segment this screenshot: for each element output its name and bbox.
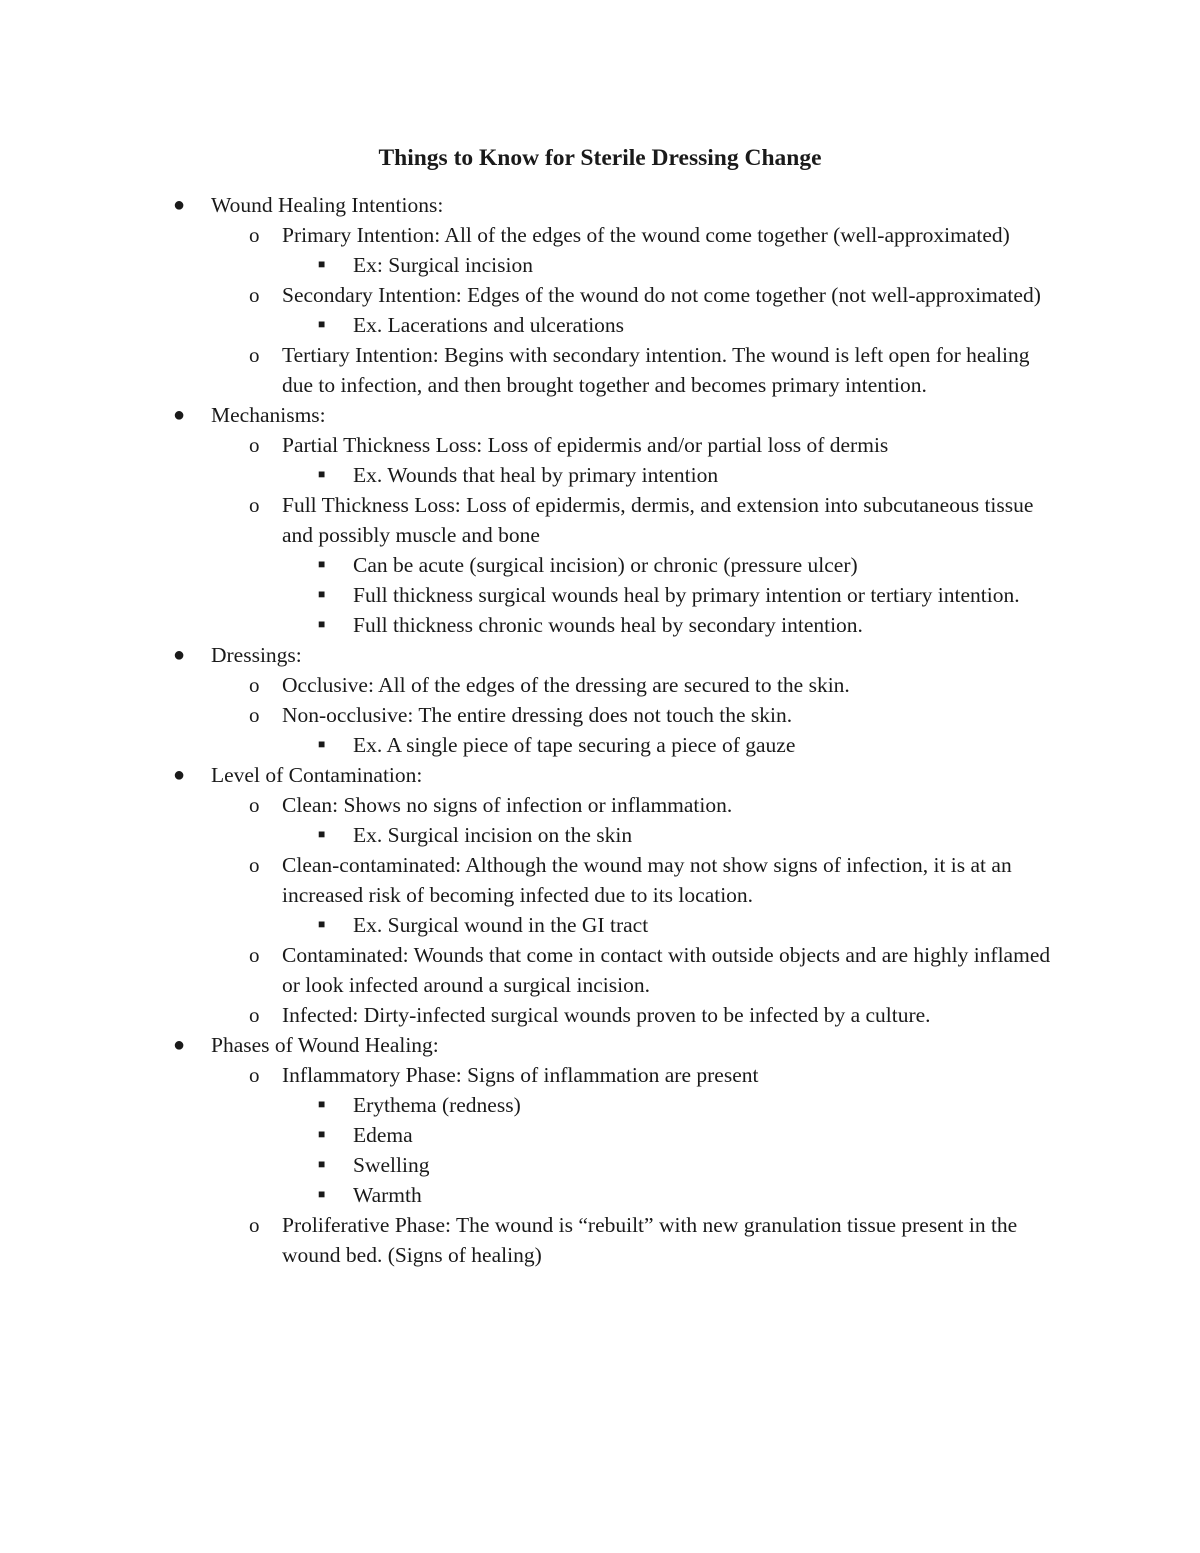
item-text: Ex. A single piece of tape securing a piece of gauze xyxy=(353,733,796,757)
item-text: Infected: Dirty-infected surgical wounds proven to be infected by a culture. xyxy=(282,1003,931,1027)
bullet-marker: o xyxy=(249,343,260,367)
sub-list-item xyxy=(0,910,1053,940)
bullet-marker: o xyxy=(249,493,260,517)
bullet-marker: ■ xyxy=(318,467,326,481)
bullet-marker: o xyxy=(249,703,260,727)
item-text: Clean-contaminated: Although the wound may not show signs of infection, it is at an increased risk of becoming infected due to its location. xyxy=(282,853,1012,907)
item-text: Ex: Surgical incision xyxy=(353,253,533,277)
item-text: Non-occlusive: The entire dressing does not touch the skin. xyxy=(282,703,793,727)
sub-list-item xyxy=(0,310,1053,340)
list-item xyxy=(0,850,1057,910)
section-heading xyxy=(0,1030,1051,1060)
item-text: Contaminated: Wounds that come in contact with outside objects and are highly inflamed or look infected around a surgical incision. xyxy=(282,943,1051,997)
bullet-marker: ● xyxy=(173,194,186,216)
item-text: Phases of Wound Healing: xyxy=(211,1033,439,1057)
bullet-marker: ■ xyxy=(318,557,326,571)
list-item xyxy=(0,1000,1057,1030)
bullet-marker: o xyxy=(249,1063,260,1087)
list-item xyxy=(0,220,1057,250)
sub-list-item xyxy=(0,250,1053,280)
item-text: Partial Thickness Loss: Loss of epidermis and/or partial loss of dermis xyxy=(282,433,889,457)
sub-list-item xyxy=(0,1150,1053,1180)
bullet-marker: o xyxy=(249,853,260,877)
bullet-marker: ■ xyxy=(318,587,326,601)
bullet-marker: o xyxy=(249,433,260,457)
list-item xyxy=(0,340,1057,400)
page-title: Things to Know for Sterile Dressing Change xyxy=(378,145,822,171)
item-text: Ex. Surgical wound in the GI tract xyxy=(353,913,649,937)
sub-list-item xyxy=(0,820,1053,850)
section-heading xyxy=(0,640,1051,670)
item-text: Can be acute (surgical incision) or chronic (pressure ulcer) xyxy=(353,553,858,577)
item-text: Warmth xyxy=(353,1183,422,1207)
list-item xyxy=(0,940,1057,1000)
list-item xyxy=(0,1060,1057,1090)
bullet-marker: ■ xyxy=(318,1097,326,1111)
sub-list-item xyxy=(0,1120,1053,1150)
item-text: Level of Contamination: xyxy=(211,763,423,787)
sub-list-item xyxy=(0,550,1053,580)
item-text: Proliferative Phase: The wound is “rebuilt” with new granulation tissue present in the wound bed. (Signs of healing) xyxy=(282,1213,1018,1267)
item-text: Tertiary Intention: Begins with secondary intention. The wound is left open for healing due to infection, and then brought together and becomes primary intention. xyxy=(282,343,1030,397)
bullet-marker: o xyxy=(249,793,260,817)
bullet-marker: ■ xyxy=(318,917,326,931)
bullet-marker: ● xyxy=(173,404,186,426)
bullet-marker: ● xyxy=(173,1034,186,1056)
bullet-marker: o xyxy=(249,1003,260,1027)
sub-list-item xyxy=(0,610,1053,640)
item-text: Ex. Lacerations and ulcerations xyxy=(353,313,625,337)
item-text: Erythema (redness) xyxy=(353,1093,521,1117)
section-heading xyxy=(0,760,1051,790)
bullet-marker: ■ xyxy=(318,257,326,271)
bullet-marker: o xyxy=(249,1213,260,1237)
list-item xyxy=(0,790,1057,820)
item-text: Occlusive: All of the edges of the dressing are secured to the skin. xyxy=(282,673,850,697)
item-text: Dressings: xyxy=(211,643,302,667)
item-text: Full thickness chronic wounds heal by secondary intention. xyxy=(353,613,863,637)
item-text: Full thickness surgical wounds heal by primary intention or tertiary intention. xyxy=(353,583,1020,607)
list-item xyxy=(0,280,1057,310)
sub-list-item xyxy=(0,580,1053,610)
item-text: Ex. Wounds that heal by primary intention xyxy=(353,463,719,487)
item-text: Edema xyxy=(353,1123,413,1147)
bullet-marker: o xyxy=(249,943,260,967)
list-item xyxy=(0,670,1057,700)
sub-list-item xyxy=(0,1090,1053,1120)
list-item xyxy=(0,490,1057,550)
bullet-marker: ■ xyxy=(318,1127,326,1141)
item-text: Wound Healing Intentions: xyxy=(211,193,444,217)
bullet-marker: ■ xyxy=(318,1157,326,1171)
bullet-marker: o xyxy=(249,223,260,247)
outline-list xyxy=(0,190,1200,1270)
sub-list-item xyxy=(0,1180,1053,1210)
bullet-marker: ■ xyxy=(318,1187,326,1201)
bullet-marker: ● xyxy=(173,644,186,666)
bullet-marker: ■ xyxy=(318,317,326,331)
list-item xyxy=(0,1210,1057,1270)
item-text: Clean: Shows no signs of infection or inflammation. xyxy=(282,793,733,817)
item-text: Secondary Intention: Edges of the wound do not come together (not well-approximated) xyxy=(282,283,1041,307)
item-text: Swelling xyxy=(353,1153,430,1177)
bullet-marker: o xyxy=(249,283,260,307)
section-heading xyxy=(0,190,1051,220)
sub-list-item xyxy=(0,730,1053,760)
sub-list-item xyxy=(0,460,1053,490)
item-text: Ex. Surgical incision on the skin xyxy=(353,823,633,847)
list-item xyxy=(0,430,1057,460)
bullet-marker: ● xyxy=(173,764,186,786)
list-item xyxy=(0,700,1057,730)
item-text: Full Thickness Loss: Loss of epidermis, dermis, and extension into subcutaneous tissue and possibly muscle and bone xyxy=(282,493,1034,547)
bullet-marker: ■ xyxy=(318,737,326,751)
item-text: Mechanisms: xyxy=(211,403,326,427)
item-text: Primary Intention: All of the edges of the wound come together (well-approximated) xyxy=(282,223,1010,247)
bullet-marker: ■ xyxy=(318,617,326,631)
item-text: Inflammatory Phase: Signs of inflammation are present xyxy=(282,1063,759,1087)
section-heading xyxy=(0,400,1051,430)
bullet-marker: ■ xyxy=(318,827,326,841)
bullet-marker: o xyxy=(249,673,260,697)
